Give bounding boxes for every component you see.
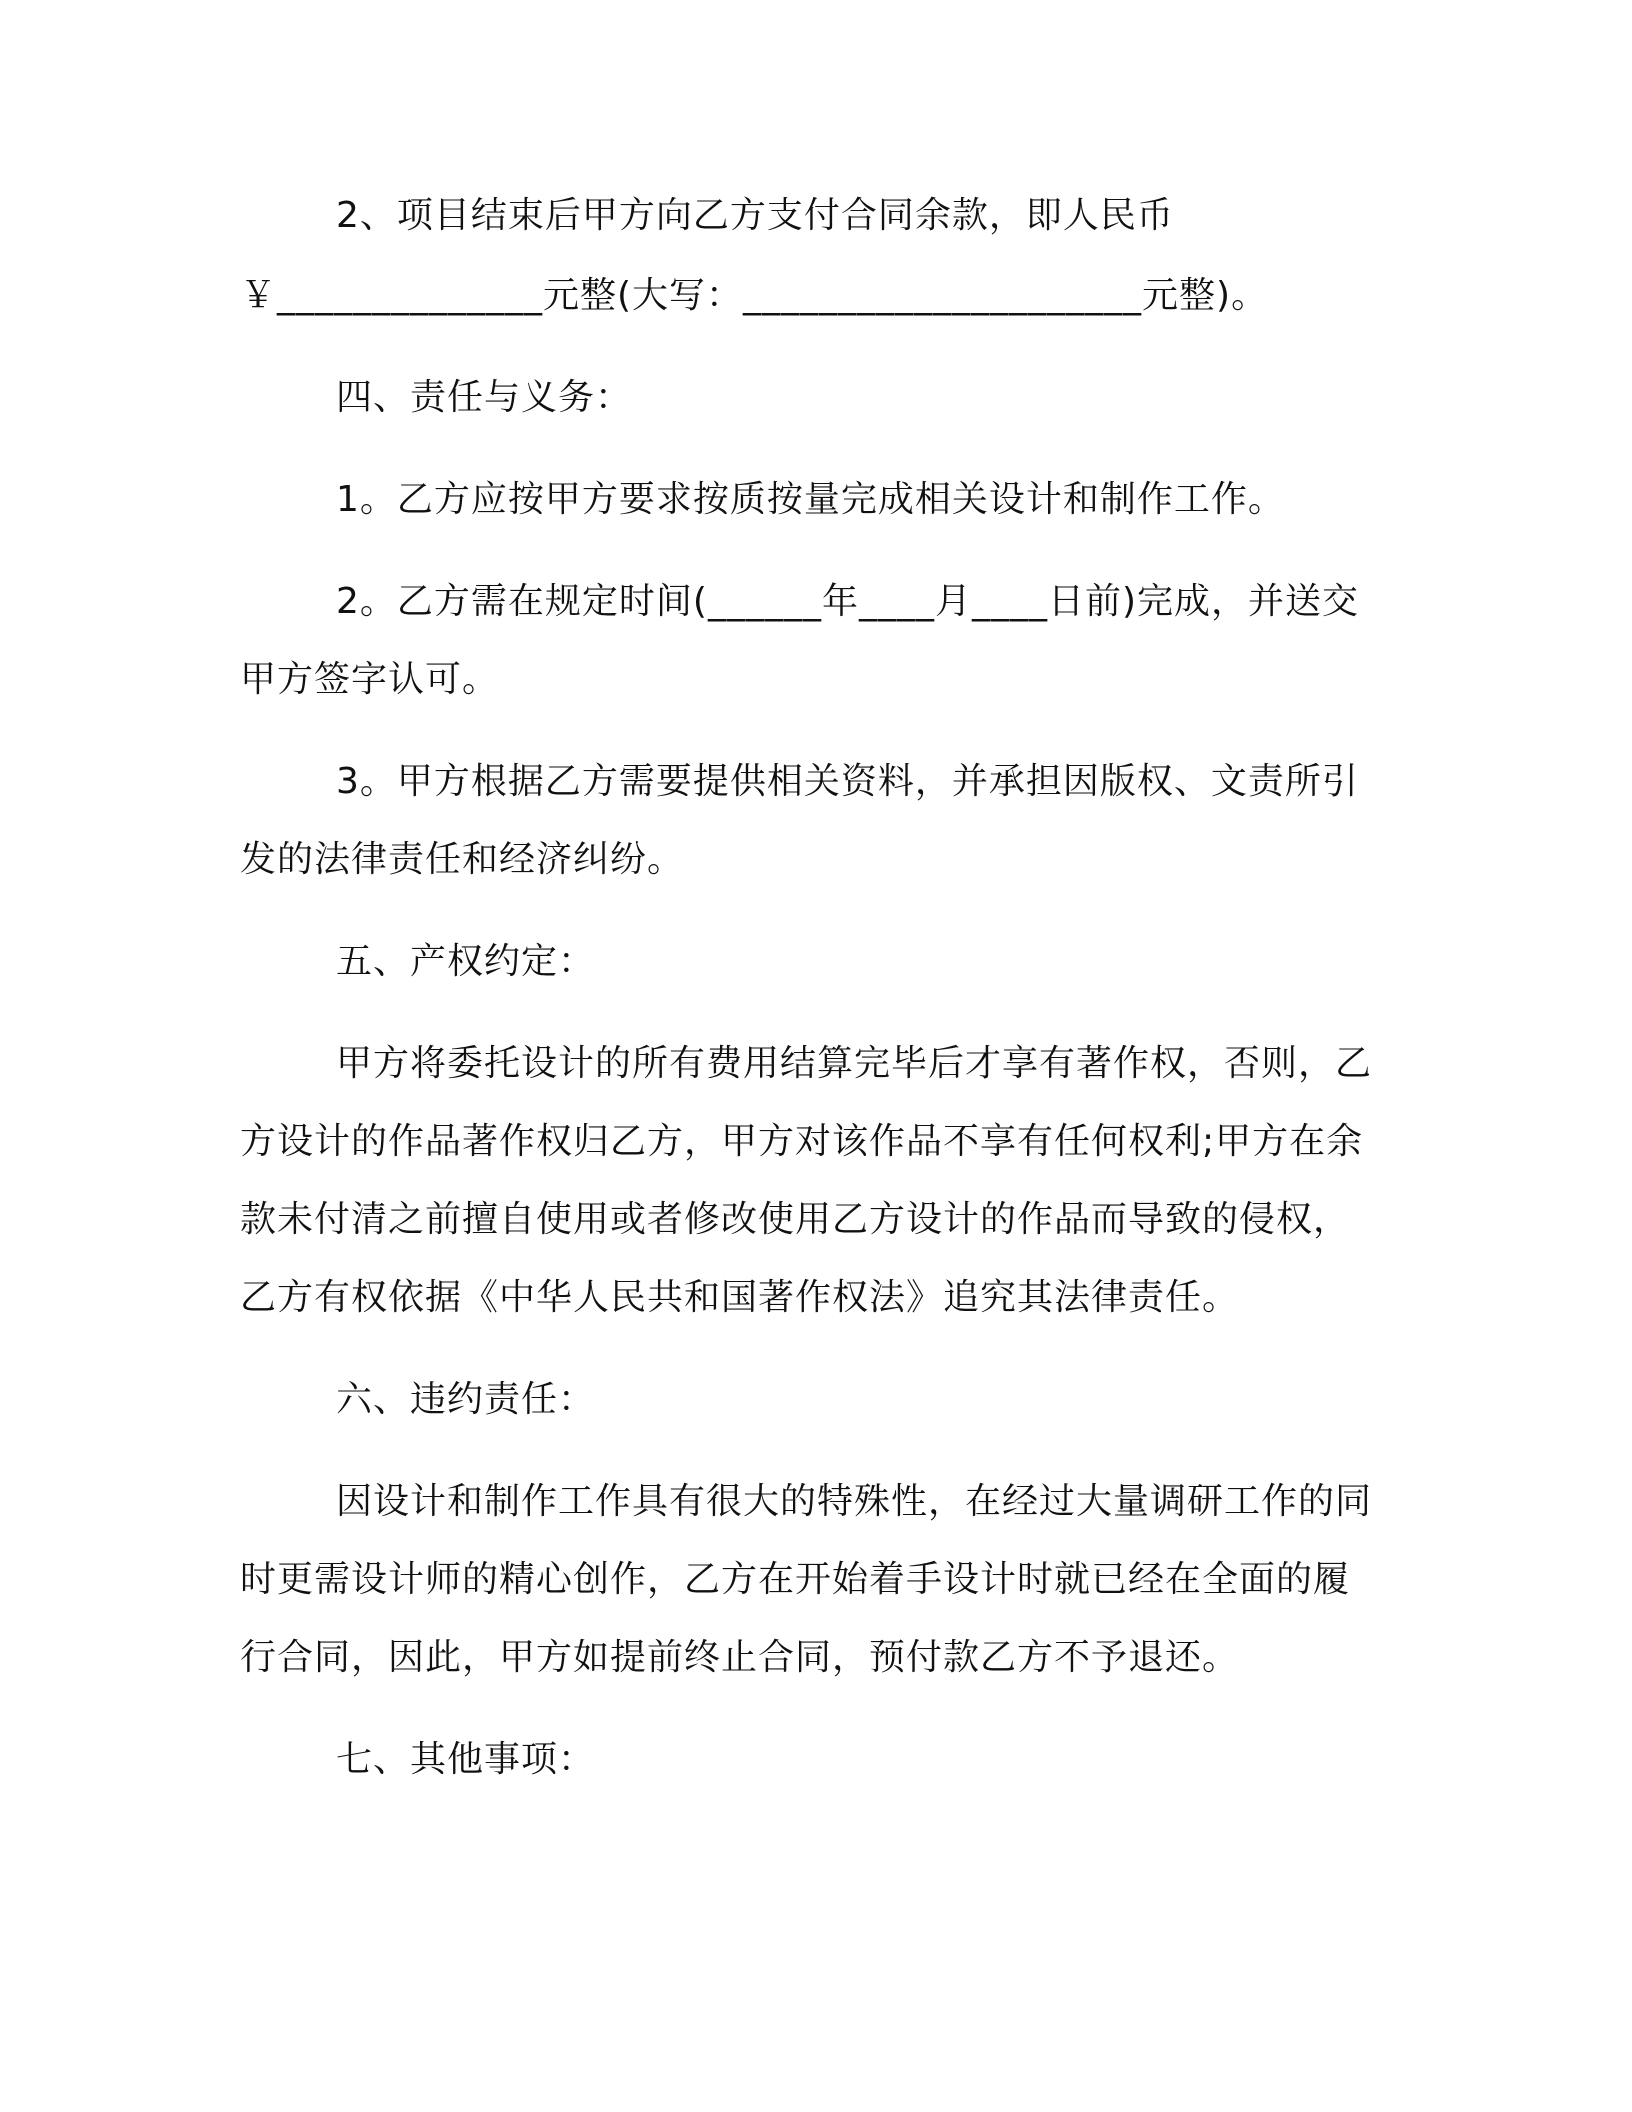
property-rights-text-4: 乙方有权依据《中华人民共和国著作权法》追究其法律责任。: [240, 1277, 1240, 1318]
section-heading-property-rights: 五、产权约定：: [336, 941, 596, 982]
breach-text-2: 时更需设计师的精心创作，乙方在开始着手设计时就已经在全面的履: [240, 1559, 1351, 1600]
section-heading-breach: 六、违约责任：: [336, 1379, 596, 1420]
responsibility-clause-2: 2。乙方需在规定时间(______年____月____日前)完成，并送交: [336, 581, 1359, 622]
responsibility-clause-1: 1。乙方应按甲方要求按质按量完成相关设计和制作工作。: [336, 479, 1285, 520]
property-rights-text-2: 方设计的作品著作权归乙方，甲方对该作品不享有任何权利;甲方在余: [240, 1121, 1364, 1162]
section-heading-other-matters: 七、其他事项：: [336, 1739, 596, 1780]
breach-text-1: 因设计和制作工作具有很大的特殊性，在经过大量调研工作的同: [336, 1481, 1373, 1522]
payment-clause-2: 2、项目结束后甲方向乙方支付合同余款，即人民币: [336, 195, 1174, 236]
responsibility-clause-3: 3。甲方根据乙方需要提供相关资料，并承担因版权、文责所引: [336, 761, 1359, 802]
payment-amount-line: ￥______________元整(大写：_____________________元整)。: [240, 275, 1269, 316]
responsibility-clause-2-cont: 甲方签字认可。: [240, 659, 500, 700]
property-rights-text-3: 款未付清之前擅自使用或者修改使用乙方设计的作品而导致的侵权，: [240, 1199, 1351, 1240]
section-heading-responsibilities: 四、责任与义务：: [336, 377, 633, 418]
property-rights-text-1: 甲方将委托设计的所有费用结算完毕后才享有著作权，否则，乙: [336, 1043, 1373, 1084]
breach-text-3: 行合同，因此，甲方如提前终止合同，预付款乙方不予退还。: [240, 1637, 1240, 1678]
responsibility-clause-3-cont: 发的法律责任和经济纠纷。: [240, 839, 685, 880]
